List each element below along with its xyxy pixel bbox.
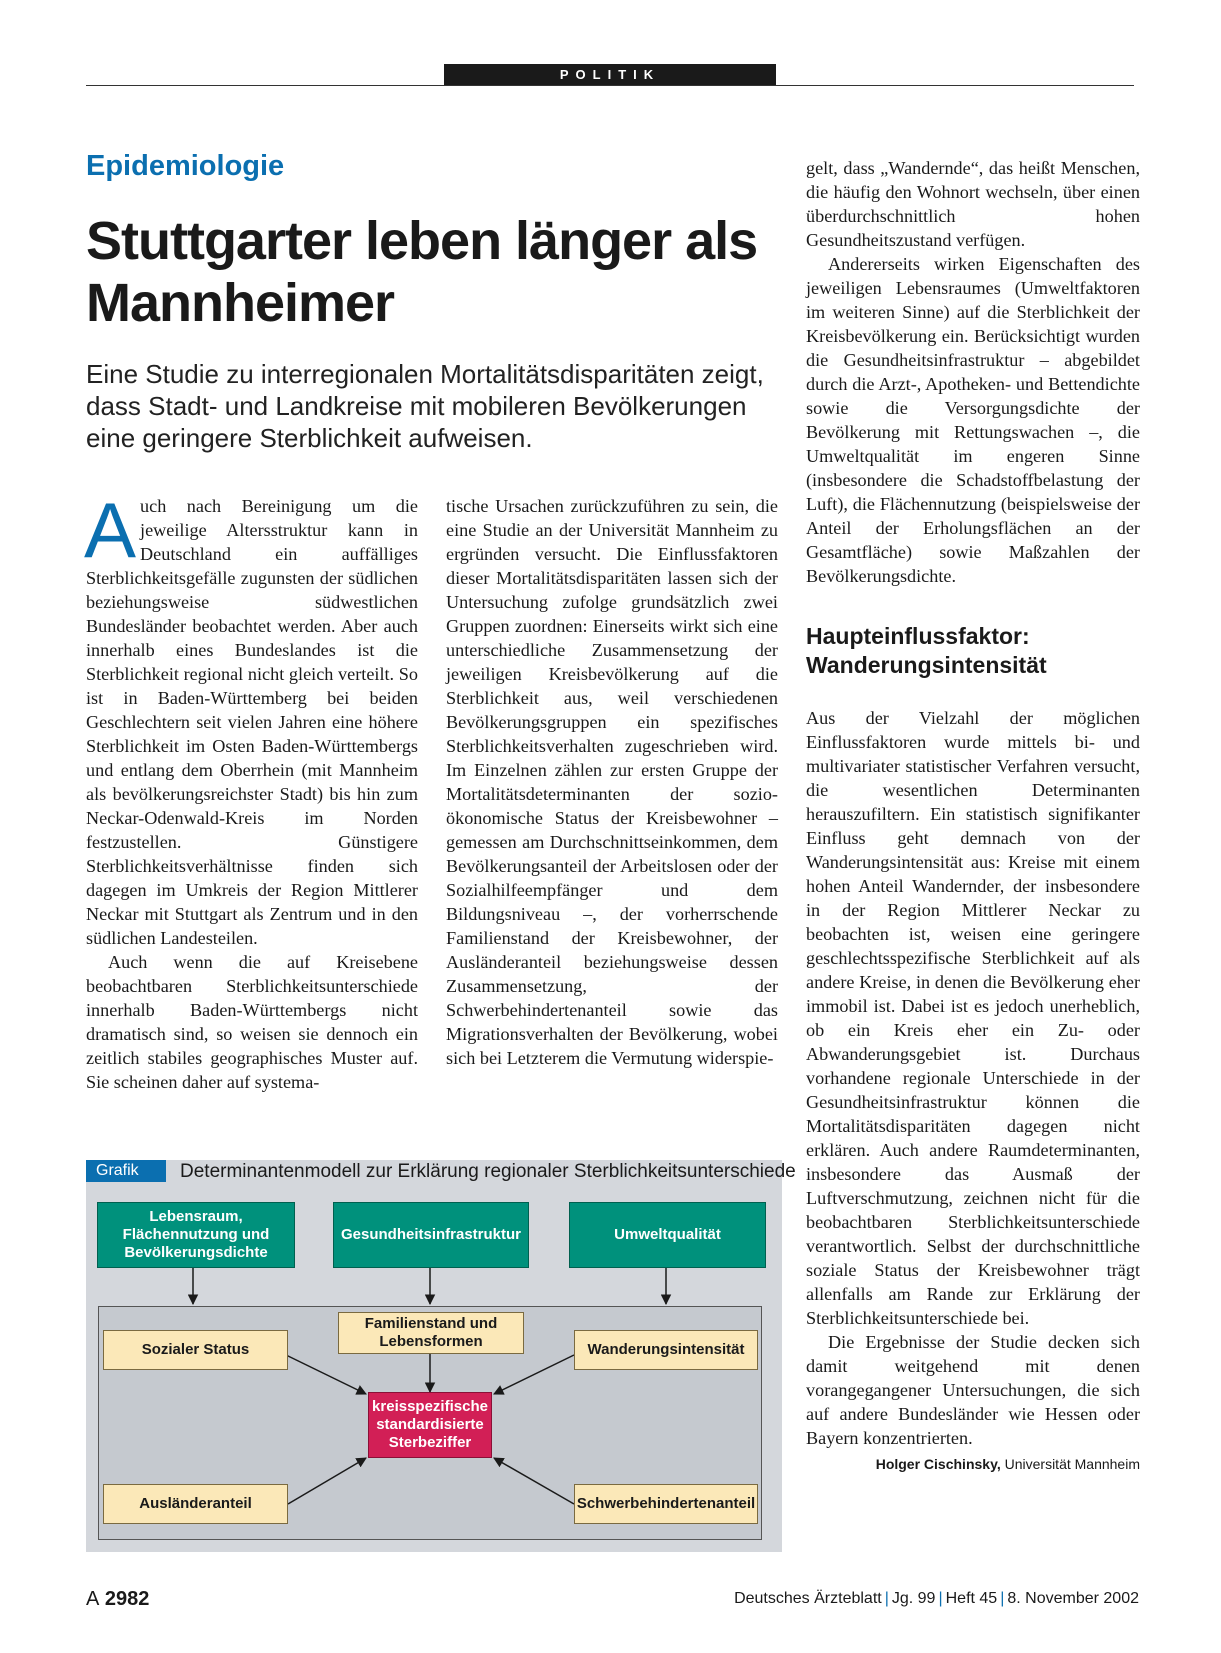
arrow (494, 1355, 574, 1394)
journal-issue: Heft 45 (945, 1590, 998, 1607)
arrow (494, 1458, 574, 1504)
journal-volume: Jg. 99 (891, 1590, 936, 1607)
node-familienstand: Familienstand und Lebensformen (338, 1312, 524, 1354)
graphic-title: Determinantenmodell zur Erklärung regionaler Sterblichkeitsunterschiede (180, 1161, 796, 1182)
paragraph: Aus der Vielzahl der möglichen Einflussfaktoren wurde mittels bi- und multivariater statistischer Verfahren versucht, die wesentlichen Determinanten herauszufiltern. Ein statistisch signifikanter Einfluss geht demnach von der Wanderungsintensität aus: Kreise mit einem hohen Anteil Wandernder, der insbesondere in der Region Mittlerer Neckar zu beobachten ist, weisen eine geringere geschlechtsspezifische Sterblichkeit auf als andere Kreise, in denen die Bevölkerung eher immobil ist. Dabei ist es jedoch unerheblich, ob ein Kreis eher ein Zu- oder Abwanderungsgebiet ist. Durchaus vorhandene regionale Unterschiede in der Gesundheitsinfrastruktur können die Mortalitätsdisparitäten dagegen nicht erklären. Auch andere Raumdeterminanten, insbesondere das Ausmaß der Luftverschmutzung, zeichnen nicht für die beobachtbaren Sterblichkeitsunterschiede verantwortlich. Selbst der durchschnittliche soziale Status der Kreisbewohner trägt allenfalls am Rande zur Erklärung der Sterblichkeitsunterschiede bei. (806, 708, 1140, 1328)
journal-info: Deutsches Ärzteblatt | Jg. 99 | Heft 45 | 8. November 2002 (734, 1590, 1139, 1607)
node-wanderungsintensitaet: Wanderungsintensität (574, 1330, 758, 1370)
node-schwerbehindertenanteil: Schwerbehindertenanteil (574, 1484, 758, 1524)
drop-cap: A (84, 486, 137, 574)
headline: Stuttgarter leben länger als Mannheimer (86, 211, 758, 333)
paragraph: Auch wenn die auf Kreisebene beobachtbaren Sterblichkeitsunterschiede innerhalb Baden-Württembergs nicht dramatisch sind, so weisen sie dennoch ein zeitlich stabiles geographisches Muster auf. Sie scheinen daher auf systema- (86, 952, 418, 1092)
paragraph: Andererseits wirken Eigenschaften des jeweiligen Lebensraumes (Umweltfaktoren im weiteren Sinne) auf die Sterblichkeit der Kreisbevölkerung ein. Berücksichtigt wurden die Gesundheitsinfrastruktur – abgebildet durch die Arzt-, Apotheken- und Bettendichte sowie die Versorgungsdichte der Bevölkerung mit Rettungswachen –, die Umweltqualität im engeren Sinne (insbesondere die Schadstoffbelastung der Luft), die Flächennutzung (beispielsweise der Anteil der Erholungsflächen an der Gesamtfläche) sowie Maßzahlen der Bevölkerungsdichte. (806, 254, 1140, 586)
node-umweltqualitaet: Umweltqualität (569, 1202, 766, 1268)
author-affiliation: Universität Mannheim (1004, 1456, 1140, 1472)
paragraph: Die Ergebnisse der Studie decken sich damit weitgehend mit denen vorangegangener Untersuchungen, die sich auf andere Bundesländer wie Hessen oder Bayern konzentrierten. (806, 1332, 1140, 1448)
section-label: POLITIK (444, 64, 776, 86)
node-sterbeziffer: kreisspezifische standardisierte Sterbeziffer (368, 1392, 492, 1458)
journal-name: Deutsches Ärzteblatt (734, 1590, 882, 1607)
node-lebensraum: Lebensraum, Flächennutzung und Bevölkerungsdichte (97, 1202, 295, 1268)
graphic-tag: Grafik (86, 1160, 166, 1182)
lede: Eine Studie zu interregionalen Mortalitätsdisparitäten zeigt, dass Stadt- und Landkreise mit mobileren Bevölkerungen eine geringere Sterblichkeit aufweisen. (86, 359, 764, 453)
arrow (288, 1458, 366, 1504)
node-auslaenderanteil: Ausländeranteil (103, 1484, 288, 1524)
paragraph: gelt, dass „Wandernde“, das heißt Menschen, die häufig den Wohnort wechseln, über einen überdurchschnittlich hohen Gesundheitszustand verfügen. (806, 158, 1140, 250)
author-name: Holger Cischinsky, (875, 1456, 1001, 1472)
paragraph: uch nach Bereinigung um die jeweilige Altersstruktur kann in Deutschland ein auffälliges Sterblichkeitsgefälle zugunsten der südlichen beziehungsweise südwestlichen Bundesländer beobachtet werden. Aber auch innerhalb eines Bundeslandes ist die Sterblichkeit regional nicht gleich verteilt. So ist in Baden-Württemberg bei beiden Geschlechtern seit vielen Jahren eine höhere Sterblichkeit im Osten Baden-Württembergs und entlang dem Oberrhein (mit Mannheim als bevölkerungsreichster Stadt) bis hin zum Neckar-Odenwald-Kreis im Norden festzustellen. Günstigere Sterblichkeitsverhältnisse finden sich dagegen im Umkreis der Region Mittlerer Neckar mit Stuttgart als Zentrum und in den südlichen Landesteilen. (86, 496, 418, 948)
node-sozialer-status: Sozialer Status (103, 1330, 288, 1370)
journal-date: 8. November 2002 (1007, 1590, 1139, 1607)
arrow (286, 1355, 366, 1394)
paragraph: tische Ursachen zurückzuführen zu sein, die eine Studie an der Universität Mannheim zu ergründen versucht. Die Einflussfaktoren dieser Mortalitätsdisparitäten lassen sich der Untersuchung zufolge grundsätzlich zwei Gruppen zuordnen: Einerseits wirkt sich eine unterschiedliche Zusammensetzung der jeweiligen Kreisbevölkerung auf die Sterblichkeit aus, weil verschiedenen Bevölkerungsgruppen ein spezifisches Sterblichkeitsverhalten zugeschrieben wird. Im Einzelnen zählen zur ersten Gruppe der Mortalitätsdeterminanten der sozio-ökonomische Status der Kreisbewohner – gemessen am Durchschnittseinkommen, dem Bevölkerungsanteil der Arbeitslosen oder der Sozialhilfeempfänger und dem Bildungsniveau –, der vorherrschende Familienstand der Kreisbewohner, der Ausländeranteil beziehungsweise dessen Zusammensetzung, der Schwerbehindertenanteil sowie das Migrationsverhalten der Bevölkerung, wobei sich bei Letzterem die Vermutung widerspie- (446, 496, 778, 1068)
page-number: A 2982 (86, 1588, 150, 1610)
kicker: Epidemiologie (86, 150, 285, 182)
node-gesundheitsinfrastruktur: Gesundheitsinfrastruktur (333, 1202, 529, 1268)
subheading: Haupteinflussfaktor: Wanderungsintensität (806, 623, 1047, 678)
